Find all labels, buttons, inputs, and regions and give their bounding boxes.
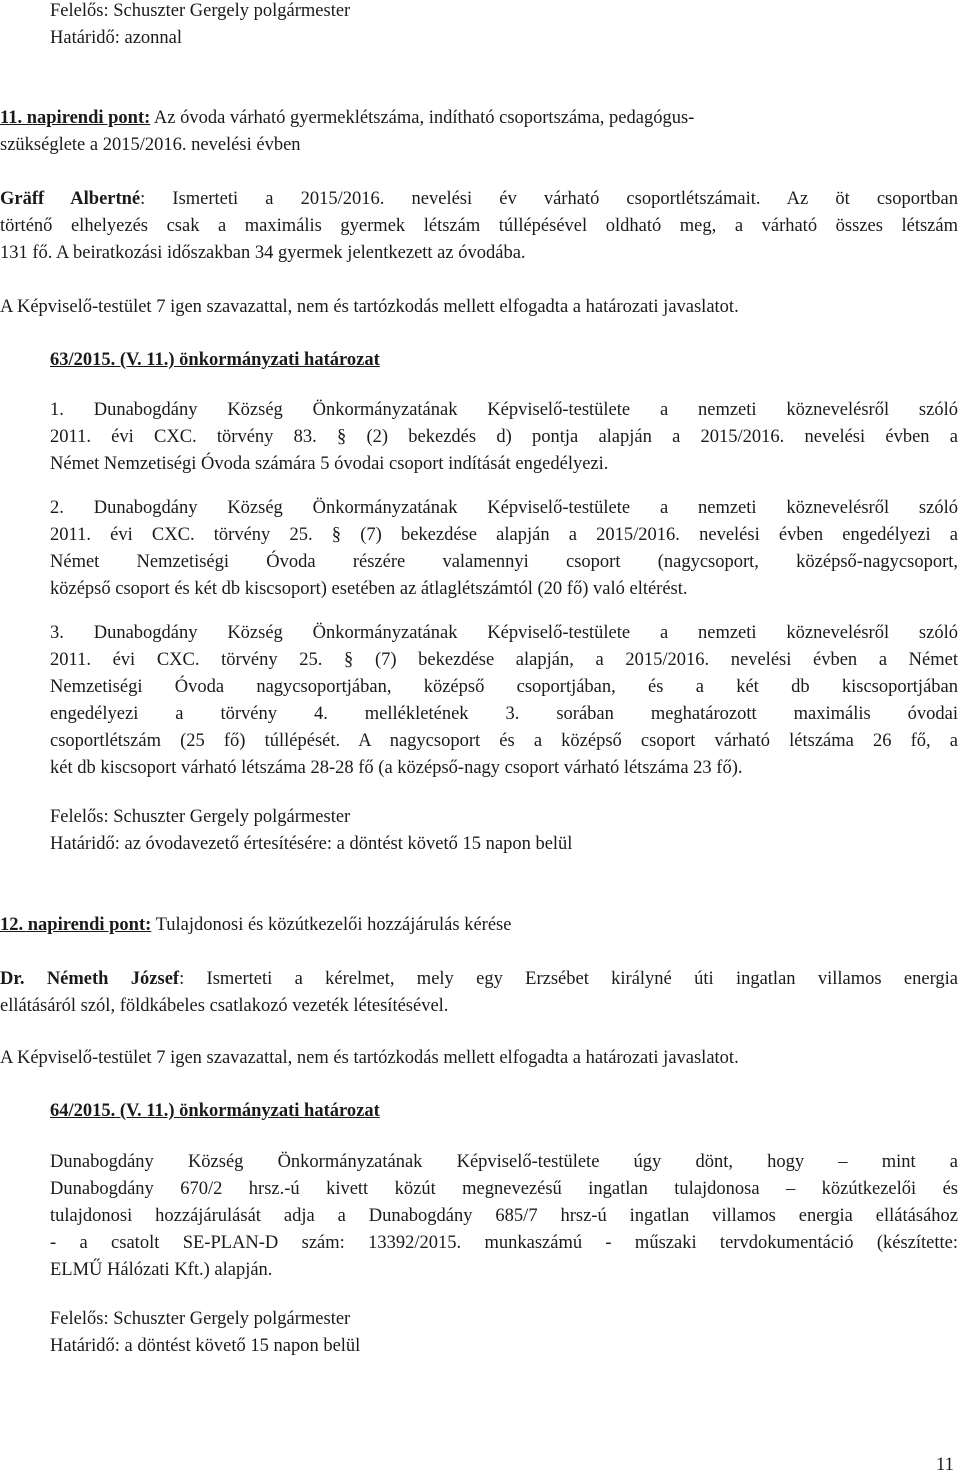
deadline-line: Határidő: azonnal [50, 28, 183, 48]
resolution-text: ELMŰ Hálózati Kft.) alapján. [50, 1260, 273, 1280]
speaker-paragraph-line: Gräff Albertné: Ismerteti a 2015/2016. nevelési év várható csoportlétszámait. Az öt csoportban [0, 189, 959, 209]
resolution-point-3: két db kiscsoport várható létszáma 28-28 fő (a középső-nagy csoport várható létszáma 23 fő). [50, 758, 743, 778]
speaker-paragraph-line: történő elhelyezés csak a maximális gyermek létszám túllépésével oldható meg, a várható összes létszám [0, 216, 958, 236]
resolution-point-3: 3. Dunabogdány Község Önkormányzatának Képviselő-testülete a nemzeti köznevelésről szóló [50, 623, 958, 643]
resolution-point-3: Nemzetiségi Óvoda nagycsoportjában, középső csoportjában, és a két db kiscsoportjában [50, 677, 958, 697]
resolution-point-3: csoportlétszám (25 fő) túllépését. A nagycsoport és a középső csoport várható létszáma 26 fő, a [50, 731, 958, 751]
vote-result: A Képviselő-testület 7 igen szavazattal, nem és tartózkodás mellett elfogadta a határozati javaslatot. [0, 297, 739, 317]
resolution-point-2: Német Nemzetiségi Óvoda részére valamennyi csoport (nagycsoport, középső-nagycsoport, [50, 552, 958, 572]
agenda-item-label: 12. napirendi pont: [0, 915, 152, 935]
agenda-item-11-heading [0, 105, 960, 132]
deadline-line: Határidő: az óvodavezető értesítésére: a döntést követő 15 napon belül [50, 834, 573, 854]
agenda-item-title: Az óvoda várható gyermeklétszáma, indítható csoportszáma, pedagógus- [153, 108, 695, 128]
speaker-paragraph-line: Dr. Németh József: Ismerteti a kérelmet, mely egy Erzsébet királyné úti ingatlan villamos energia [0, 969, 958, 989]
resolution-text: Dunabogdány 670/2 hrsz.-ú kivett közút megnevezésű ingatlan tulajdonosa – közútkezelői és [50, 1179, 958, 1199]
agenda-item-title: Tulajdonosi és közútkezelői hozzájárulás kérése [151, 915, 512, 935]
agenda-item-12-heading [0, 912, 960, 939]
responsible-line: Felelős: Schuszter Gergely polgármester [50, 1309, 351, 1329]
speaker-name: Dr. Németh József [0, 969, 180, 989]
resolution-point-2: 2011. évi CXC. törvény 25. § (7) bekezdése alapján a 2015/2016. nevelési évben engedélyezi a [50, 525, 958, 545]
responsible-line: Felelős: Schuszter Gergely polgármester [50, 1, 351, 21]
resolution-point-2: 2. Dunabogdány Község Önkormányzatának Képviselő-testülete a nemzeti köznevelésről szóló [50, 498, 958, 518]
resolution-title: 64/2015. (V. 11.) önkormányzati határozat [50, 1101, 380, 1121]
resolution-text: - a csatolt SE-PLAN-D szám: 13392/2015. munkaszámú - műszaki tervdokumentáció (készítette: [50, 1233, 958, 1253]
deadline-line: Határidő: a döntést követő 15 napon belül [50, 1336, 361, 1356]
responsible-line: Felelős: Schuszter Gergely polgármester [50, 807, 351, 827]
resolution-text: tulajdonosi hozzájárulását adja a Dunabogdány 685/7 hrsz-ú ingatlan villamos energia ellátásához [50, 1206, 958, 1226]
agenda-item-label: 11. napirendi pont: [0, 108, 151, 128]
resolution-point-1: 1. Dunabogdány Község Önkormányzatának Képviselő-testülete a nemzeti köznevelésről szóló [50, 400, 958, 420]
resolution-title: 63/2015. (V. 11.) önkormányzati határozat [50, 350, 380, 370]
resolution-point-2: középső csoport és két db kiscsoport) esetében az átlaglétszámtól (20 fő) való eltérést. [50, 579, 688, 599]
vote-result: A Képviselő-testület 7 igen szavazattal, nem és tartózkodás mellett elfogadta a határozati javaslatot. [0, 1048, 739, 1068]
resolution-point-1: Német Nemzetiségi Óvoda számára 5 óvodai csoport indítását engedélyezi. [50, 454, 609, 474]
agenda-item-11-heading-cont: szükséglete a 2015/2016. nevelési évben [0, 135, 301, 155]
resolution-point-3: engedélyezi a törvény 4. mellékletének 3. sorában meghatározott maximális óvodai [50, 704, 958, 724]
resolution-text: Dunabogdány Község Önkormányzatának Képviselő-testülete úgy dönt, hogy – mint a [50, 1152, 958, 1172]
resolution-point-1: 2011. évi CXC. törvény 83. § (2) bekezdés d) pontja alapján a 2015/2016. nevelési évben a [50, 427, 958, 447]
speaker-paragraph-line: ellátásáról szól, földkábeles csatlakozó vezeték létesítésével. [0, 996, 449, 1016]
page-number: 11 [936, 1455, 954, 1475]
speaker-paragraph-line: 131 fő. A beiratkozási időszakban 34 gyermek jelentkezett az óvodába. [0, 243, 526, 263]
speaker-name: Gräff Albertné [0, 189, 141, 209]
resolution-point-3: 2011. évi CXC. törvény 25. § (7) bekezdése alapján, a 2015/2016. nevelési évben a Német [50, 650, 958, 670]
